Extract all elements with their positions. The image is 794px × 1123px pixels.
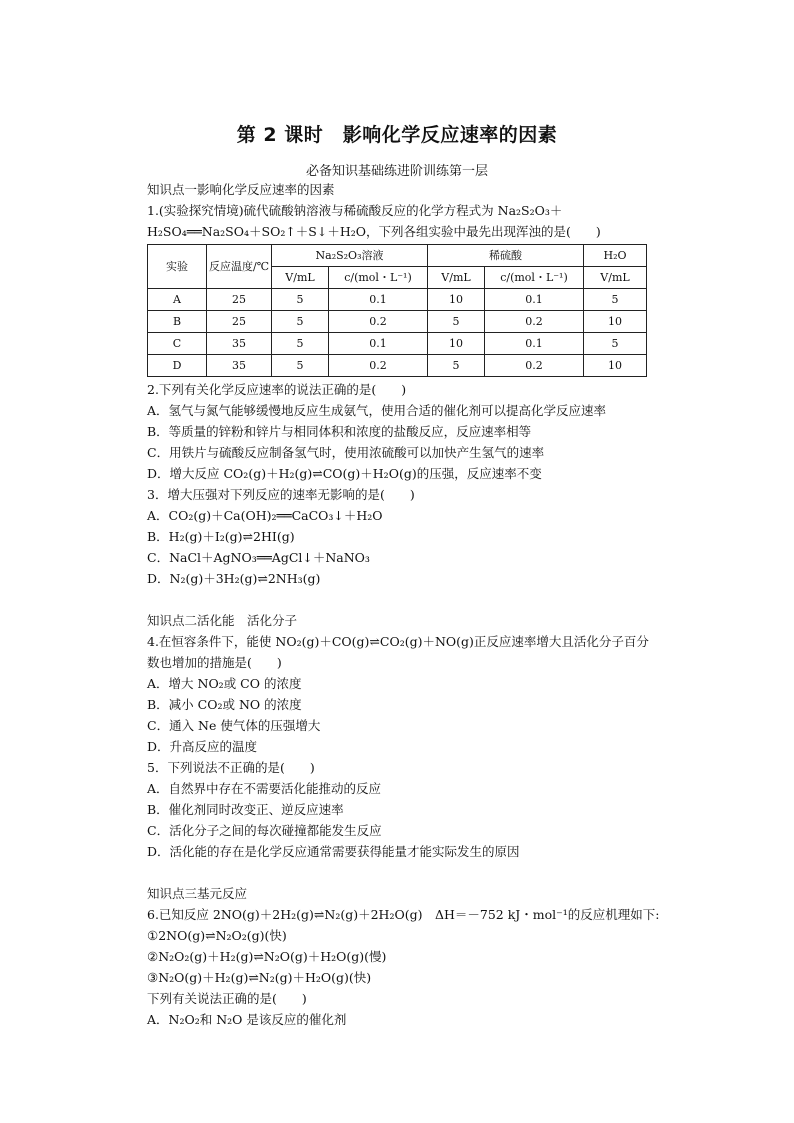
question-2-option-d: D．增大反应 CO₂(g)＋H₂(g)⇌CO(g)＋H₂O(g)的压强，反应速率不变 <box>147 466 542 481</box>
question-2-stem: 2.下列有关化学反应速率的说法正确的是( ) <box>147 382 407 397</box>
question-4-option-b: B．减小 CO₂或 NO 的浓度 <box>147 697 302 712</box>
table-cell: 0.1 <box>485 333 584 355</box>
table-header-volume: V/mL <box>428 267 485 289</box>
table-header-temperature: 反应温度/℃ <box>207 245 272 289</box>
question-3-option-d: D．N₂(g)＋3H₂(g)⇌2NH₃(g) <box>147 571 321 586</box>
table-cell: 0.2 <box>485 355 584 377</box>
table-header-acid: 稀硫酸 <box>428 245 584 267</box>
question-2-option-c: C．用铁片与硫酸反应制备氢气时，使用浓硫酸可以加快产生氢气的速率 <box>147 445 545 460</box>
question-2-option-a: A．氢气与氮气能够缓慢地反应生成氨气，使用合适的催化剂可以提高化学反应速率 <box>147 403 607 418</box>
table-cell: 5 <box>428 311 485 333</box>
question-4-option-a: A．增大 NO₂或 CO 的浓度 <box>147 676 302 691</box>
table-cell: 35 <box>207 333 272 355</box>
question-6-step-1: ①2NO(g)⇌N₂O₂(g)(快) <box>147 928 287 943</box>
question-5-option-b: B．催化剂同时改变正、逆反应速率 <box>147 802 344 817</box>
table-cell: 0.1 <box>329 333 428 355</box>
table-cell: 5 <box>272 333 329 355</box>
question-6-step-2: ②N₂O₂(g)＋H₂(g)⇌N₂O(g)＋H₂O(g)(慢) <box>147 949 387 964</box>
question-3-option-b: B．H₂(g)＋I₂(g)⇌2HI(g) <box>147 529 295 544</box>
question-5-option-d: D．活化能的存在是化学反应通常需要获得能量才能实际发生的原因 <box>147 844 520 859</box>
table-row <box>148 355 647 377</box>
table-header-water: H₂O <box>584 245 647 267</box>
table-cell: A <box>148 289 207 311</box>
question-6-line-1: 6.已知反应 2NO(g)＋2H₂(g)⇌N₂(g)＋2H₂O(g) ΔH＝－752 kJ・mol⁻¹的反应机理如下: <box>147 907 660 922</box>
table-cell: 5 <box>272 289 329 311</box>
table-cell: C <box>148 333 207 355</box>
question-3-option-c: C．NaCl＋AgNO₃══AgCl↓＋NaNO₃ <box>147 550 370 565</box>
page-title: 第 2 课时 影响化学反应速率的因素 <box>236 124 558 146</box>
question-4-line-2: 数也增加的措施是( ) <box>147 655 282 670</box>
question-1-line-2: H₂SO₄══Na₂SO₄＋SO₂↑＋S↓＋H₂O，下列各组实验中最先出现浑浊的是( ) <box>147 224 601 239</box>
table-cell: 0.2 <box>329 355 428 377</box>
table-header-concentration: c/(mol・L⁻¹) <box>329 267 428 289</box>
table-cell: 10 <box>584 355 647 377</box>
page-subtitle: 必备知识基础练进阶训练第一层 <box>305 164 488 179</box>
question-6-step-3: ③N₂O(g)＋H₂(g)⇌N₂(g)＋H₂O(g)(快) <box>147 970 372 985</box>
question-2-option-b: B．等质量的锌粉和锌片与相同体积和浓度的盐酸反应，反应速率相等 <box>147 424 532 439</box>
table-cell: 35 <box>207 355 272 377</box>
question-4-option-c: C．通入 Ne 使气体的压强增大 <box>147 718 321 733</box>
question-3-stem: 3．增大压强对下列反应的速率无影响的是( ) <box>147 487 415 502</box>
question-6-stem: 下列有关说法正确的是( ) <box>147 991 307 1006</box>
table-cell: D <box>148 355 207 377</box>
document-body <box>147 179 660 1030</box>
table-row <box>148 333 647 355</box>
question-5-option-a: A．自然界中存在不需要活化能推动的反应 <box>147 781 382 796</box>
table-cell: 0.1 <box>485 289 584 311</box>
section-heading: 知识点一影响化学反应速率的因素 <box>147 182 335 197</box>
table-row <box>148 311 647 333</box>
table-cell: 0.1 <box>329 289 428 311</box>
question-5-stem: 5．下列说法不正确的是( ) <box>147 760 315 775</box>
question-1-line-1: 1.(实验探究情境)硫代硫酸钠溶液与稀硫酸反应的化学方程式为 Na₂S₂O₃＋ <box>147 203 563 218</box>
question-3-option-a: A．CO₂(g)＋Ca(OH)₂══CaCO₃↓＋H₂O <box>147 508 383 523</box>
table-header-volume: V/mL <box>584 267 647 289</box>
experiment-table <box>147 244 647 377</box>
table-cell: 10 <box>428 289 485 311</box>
table-header-concentration: c/(mol・L⁻¹) <box>485 267 584 289</box>
table-cell: B <box>148 311 207 333</box>
table-cell: 0.2 <box>329 311 428 333</box>
table-cell: 10 <box>584 311 647 333</box>
table-cell: 25 <box>207 311 272 333</box>
table-cell: 5 <box>584 289 647 311</box>
question-4-option-d: D．升高反应的温度 <box>147 739 258 754</box>
question-5-option-c: C．活化分子之间的每次碰撞都能发生反应 <box>147 823 382 838</box>
table-cell: 5 <box>272 311 329 333</box>
table-header-volume: V/mL <box>272 267 329 289</box>
section-heading: 知识点二活化能 活化分子 <box>147 613 298 628</box>
section-heading: 知识点三基元反应 <box>147 886 248 901</box>
table-header-experiment: 实验 <box>148 245 207 289</box>
table-cell: 5 <box>584 333 647 355</box>
question-4-line-1: 4.在恒容条件下，能使 NO₂(g)＋CO(g)⇌CO₂(g)＋NO(g)正反应速率增大且活化分子百分 <box>147 634 649 649</box>
table-row <box>148 289 647 311</box>
table-cell: 25 <box>207 289 272 311</box>
question-6-option-a: A．N₂O₂和 N₂O 是该反应的催化剂 <box>147 1012 347 1027</box>
table-cell: 0.2 <box>485 311 584 333</box>
table-cell: 5 <box>428 355 485 377</box>
table-cell: 5 <box>272 355 329 377</box>
table-header-na2s2o3: Na₂S₂O₃溶液 <box>272 245 428 267</box>
table-cell: 10 <box>428 333 485 355</box>
